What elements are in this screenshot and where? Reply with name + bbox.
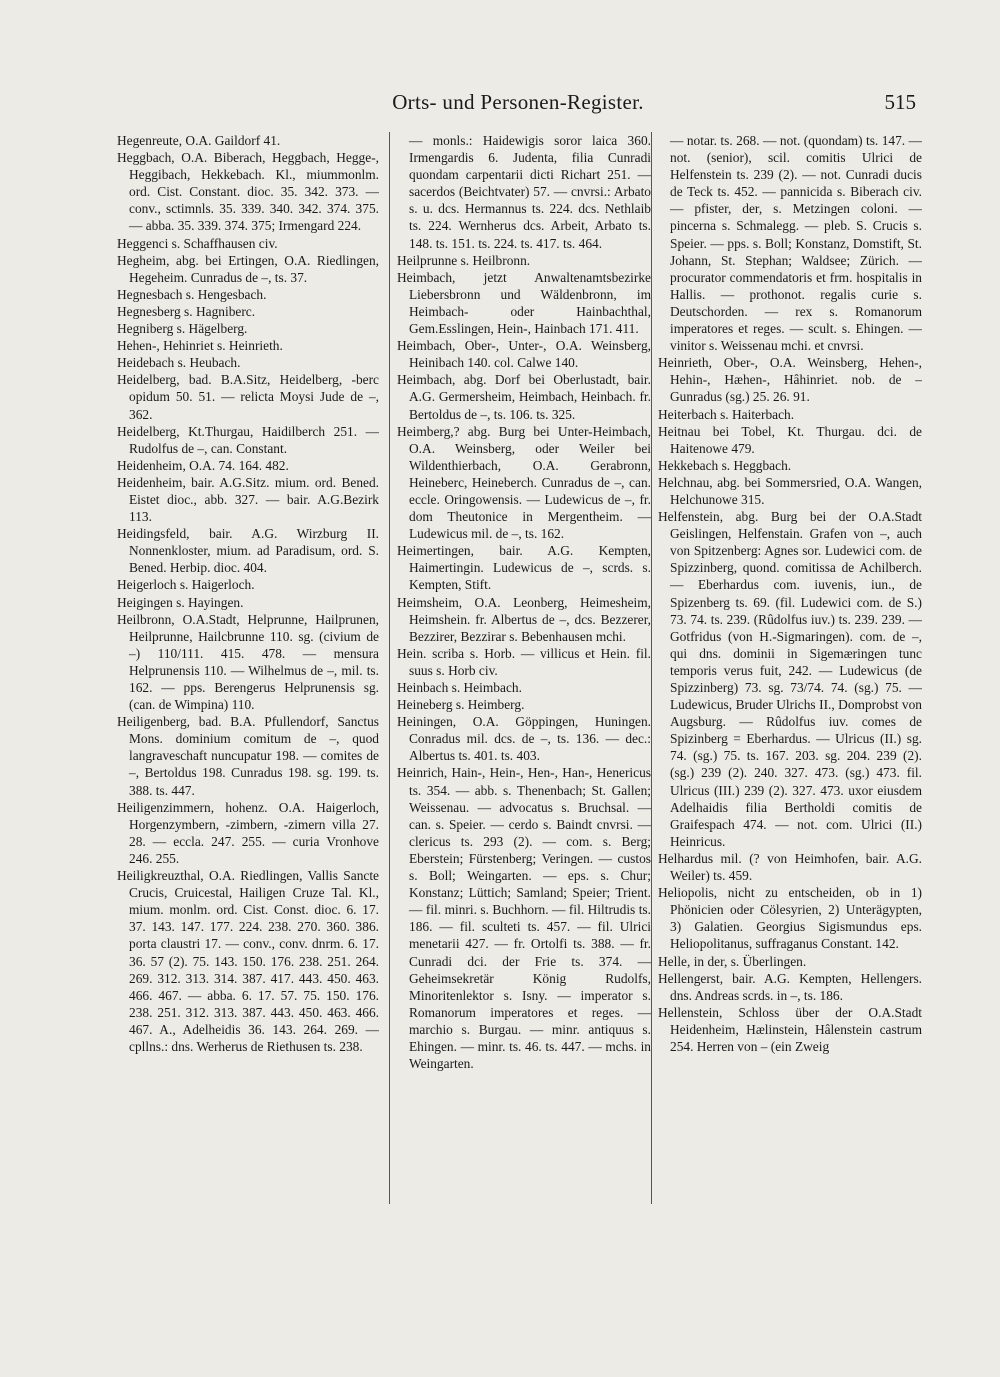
register-entry: Heggenci s. Schaffhausen civ. <box>117 235 278 251</box>
register-entry: Heggbach, O.A. Biberach, Heggbach, Hegge-, Heggibach, Hekkebach. Kl., miummonlm. ord. Cist. Constant. dioc. 35. 342. 373. — conv., sctimnls. 35. 339. 340. 342. 374. 375. — abba. 35. 339. 374. 375; Irmengard 224. <box>117 150 379 234</box>
register-entry: Hekkebach s. Heggbach. <box>658 457 792 473</box>
register-entry: Heidenheim, O.A. 74. 164. 482. <box>117 457 289 473</box>
register-entry: Heilbronn, O.A.Stadt, Helprunne, Hailprunen, Heilprunne, Hailcbrunne 110. sg. (civium de –) 110/111. 415. 478. — mensura Helprunensis 110. — Wilhelmus de –, mil. ts. 162. — pps. Berengerus Helprunensis sg. (can. de Wimpina) 110. <box>117 611 379 713</box>
register-entry: Heidingsfeld, bair. A.G. Wirzburg II. Nonnenkloster, mium. ad Paradisum, ord. S. Bened. Herbip. dioc. 404. <box>117 526 379 576</box>
register-entry: Heinrieth, Ober-, O.A. Weinsberg, Hehen-, Hehin-, Hæhen-, Hâhinriet. nob. de – Gunradus (sg.) 25. 26. 91. <box>658 355 922 405</box>
register-entry: Heimberg,? abg. Burg bei Unter-Heimbach, O.A. Weinsberg, oder Weiler bei Wildenthierbach, O.A. Gerabronn, Heineberc, Heineberch. Cunradus de –, can. eccle. Oringowensis. — Ludewicus de –, fr. dom Theutonice in Mergentheim. — Ludewicus mil. de –, ts. 162. <box>397 423 651 542</box>
register-entry: Helfenstein, abg. Burg bei der O.A.Stadt Geislingen, Helfenstain. Grafen von –, auch von Spitzenberg: Agnes sor. Ludewici com. de Spizzinberg, quond. comitissa de Achilberch. — Eberhardus com. iuvenis, iun., de Spizenberg ts. 69. (fil. Ludewici com. de S.) 73. 74. ts. 239. (Rûdolfus iuv.) ts. 239. 239. — Gotfridus (von H.-Sigmaringen). com. de –, qui dns. dominii in Sigemæringen tunc temporis verus fuit, 242. — Ludewicus (de Spizzinberg) 73. sg. 73/74. 74. (sg.) 75. — Ludewicus, Bruder Ulrichs II., Domprobst von Augsburg. — Rûdolfus iuv. comes de Spizinberg = Eberhardus. — Ulricus (II.) sg. 74. (sg.) 75. ts. 167. 203. sg. 204. 239 (2). (sg.) 239 (2). 240. 327. 473. (sg.) 473. fil. Ulricus (III.) 239 (2). 327. 473. uxor eiusdem Adelhaidis filia Bertholdi comitis de Graifespach 474. — not. com. Ulrici (II.) Heinricus. <box>658 509 922 849</box>
register-entry: Hegnesberg s. Hagniberc. <box>117 303 256 319</box>
page-header <box>120 90 916 124</box>
register-entry: Helhardus mil. (? von Heimhofen, bair. A.G. Weiler) ts. 459. <box>658 850 922 884</box>
register-entry: Heinrich, Hain-, Hein-, Hen-, Han-, Henericus ts. 354. — abb. s. Thenenbach; St. Gallen; Weissenau. — advocatus s. Bruchsal. — can. s. Speier. — cerdo s. Baindt cnvrsi. — clericus ts. 293 (2). — com. s. Berg; Eberstein; Fürstenberg; Veringen. — custos s. Boll; Weingarten. — eps. s. Chur; Konstanz; Lüttich; Samland; Speier; Trient. — fil. minri. s. Buchhorn. — fil. Hiltrudis ts. 186. — fil. sculteti ts. 457. — fil. Ulrici menetarii 427. — fr. Ortolfi ts. 388. — fr. Cunradi dci. der Frie ts. 374. — Geheimsekretär König Rudolfs, Minoritenlektor s. Isny. — imperator s. Romanorum imperatores et reges. — marchio s. Burgau. — minr. antiquus s. Ehingen. — minr. ts. 46. ts. 447. — mchs. in Weingarten. <box>397 765 651 1072</box>
register-entry: Heiningen, O.A. Göppingen, Huningen. Conradus mil. dcs. de –, ts. 136. — dec.: Albertus ts. 401. ts. 403. <box>397 714 651 764</box>
register-entry: — monls.: Haidewigis soror laica 360. Irmengardis 6. Judenta, filia Cunradi quondam carpentarii dicti Richart 251. — sacerdos (Beichtvater) 57. — cnvrsi.: Arbato s. u. dcs. Hermannus ts. 224. dcs. Nethlaib ts. 224. Wernherus dcs. Arbeit, Arbato ts. 148. ts. 151. ts. 224. ts. 417. ts. 464. <box>409 133 651 251</box>
column-right <box>658 132 922 1055</box>
register-entry: Helle, in der, s. Überlingen. <box>658 953 807 969</box>
register-entry: Heliopolis, nicht zu entscheiden, ob in 1) Phönicien oder Cölesyrien, 2) Unterägypten, 3) Galatien. Georgius Sigismundus eps. Heliopolitanus, suffraganus Constant. 142. <box>658 885 922 952</box>
register-entry: Heilprunne s. Heilbronn. <box>397 252 531 268</box>
register-columns <box>117 132 923 1212</box>
register-entry: Hegniberg s. Hägelberg. <box>117 321 248 337</box>
register-entry: Heidelberg, Kt.Thurgau, Haidilberch 251. — Rudolfus de –, can. Constant. <box>117 423 379 456</box>
running-title: Orts- und Personen-Register. <box>392 90 644 114</box>
column-left <box>117 132 379 1055</box>
register-entry: Hegnesbach s. Hengesbach. <box>117 286 267 302</box>
register-entry: Hehen-, Hehinriet s. Heinrieth. <box>117 338 283 354</box>
register-entry: Heimertingen, bair. A.G. Kempten, Haimertingin. Ludewicus de –, scrds. s. Kempten, Stift. <box>397 543 651 593</box>
register-entry: Heimbach, jetzt Anwaltenamtsbezirke Liebersbronn und Wäldenbronn, im Heimbach- oder Hainbachthal, Gem.Esslingen, Hein-, Hainbach 171. 411. <box>397 269 651 337</box>
page-number: 515 <box>884 90 916 114</box>
register-entry: Heiligenzimmern, hohenz. O.A. Haigerloch, Horgenzymbern, -zimbern, -zimern villa 27. 28. — eccla. 247. 255. — curia Vronhove 246. 255. <box>117 799 379 866</box>
register-entry: Heiterbach s. Haiterbach. <box>658 406 795 422</box>
register-entry: Heiligkreuzthal, O.A. Riedlingen, Vallis Sancte Crucis, Cruicestal, Hailigen Cruze Tal. Kl., mium. monlm. ord. Cist. Const. dioc. 6. 17. 37. 143. 147. 177. 224. 238. 270. 360. 386. porta claustri 17. — conv., conv. dnrm. 6. 17. 36. 57 (2). 75. 143. 150. 176. 238. 251. 264. 269. 312. 313. 314. 387. 417. 443. 450. 463. 466. 467. — abba. 6. 17. 57. 75. 150. 176. 238. 251. 312. 313. 387. 443. 450. 463. 466. 467. A., Adelheidis 36. 143. 264. 269. — cpllns.: dns. Werherus de Riethusen ts. 238. <box>117 868 379 1054</box>
column-divider <box>389 132 390 1204</box>
register-entry: Heigerloch s. Haigerloch. <box>117 577 255 593</box>
register-entry: Hellengerst, bair. A.G. Kempten, Hellengers. dns. Andreas scrds. in –, ts. 186. <box>658 970 922 1003</box>
register-entry: Heitnau bei Tobel, Kt. Thurgau. dci. de Haitenowe 479. <box>658 423 922 456</box>
register-entry: Heiligenberg, bad. B.A. Pfullendorf, Sanctus Mons. dominium comitum de –, quod langraveschaft nuncupatur 198. — comites de –, Bertoldus 198. Cunradus 198. sg. 199. ts. 388. ts. 447. <box>117 714 379 798</box>
register-entry: Hein. scriba s. Horb. — villicus et Hein. fil. suus s. Horb civ. <box>397 645 651 678</box>
register-entry: Hellenstein, Schloss über der O.A.Stadt Heidenheim, Hælinstein, Hâlenstein castrum 254. Herren von – (ein Zweig <box>658 1004 922 1054</box>
register-entry: Heimbach, abg. Dorf bei Oberlustadt, bair. A.G. Germersheim, Heimbach, Heinbach. fr. Bertoldus de –, ts. 106. ts. 325. <box>397 372 651 422</box>
register-entry: Heimsheim, O.A. Leonberg, Heimesheim, Heimshein. fr. Albertus de –, dcs. Bezzerer, Bezzirer, Bezzirar s. Bebenhausen mchi. <box>397 594 651 644</box>
register-entry: Heidebach s. Heubach. <box>117 355 241 371</box>
register-entry: Heineberg s. Heimberg. <box>397 697 525 713</box>
column-divider <box>651 132 652 1204</box>
register-entry: Hegheim, abg. bei Ertingen, O.A. Riedlingen, Hegeheim. Cunradus de –, ts. 37. <box>117 252 379 285</box>
register-entry: Heigingen s. Hayingen. <box>117 594 244 610</box>
register-entry: — notar. ts. 268. — not. (quondam) ts. 147. — not. (senior), scil. comitis Ulrici de Helfenstein ts. 239 (2). — not. Cunradi ducis de Teck ts. 452. — pannicida s. Biberach civ. — pfister, der, s. Metzingen coloni. — pincerna s. Schmalegg. — pleb. S. Crucis s. Speier. — pps. s. Boll; Konstanz, Domstift, St. Johann, St. Stephan; Waldsee; Zürich. — procurator commendatoris et frm. hospitalis in Hallis. — prothonot. regalis curie s. Deutschorden. — rex s. Romanorum imperatores et reges. — scult. s. Ehingen. — vinitor s. Weissenau mchi. et cnvrsi. <box>670 133 922 354</box>
register-entry: Heinbach s. Heimbach. <box>397 680 522 695</box>
register-entry: Hegenreute, O.A. Gaildorf 41. <box>117 133 281 148</box>
register-entry: Heimbach, Ober-, Unter-, O.A. Weinsberg, Heinibach 140. col. Calwe 140. <box>397 338 651 371</box>
register-entry: Helchnau, abg. bei Sommersried, O.A. Wangen, Helchunowe 315. <box>658 474 922 507</box>
register-entry: Heidelberg, bad. B.A.Sitz, Heidelberg, -berc opidum 50. 51. — relicta Moysi Jude de –, 362. <box>117 372 379 422</box>
column-middle <box>397 132 651 1072</box>
register-entry: Heidenheim, bair. A.G.Sitz. mium. ord. Bened. Eistet dioc., abb. 327. — bair. A.G.Bezirk 113. <box>117 474 379 525</box>
